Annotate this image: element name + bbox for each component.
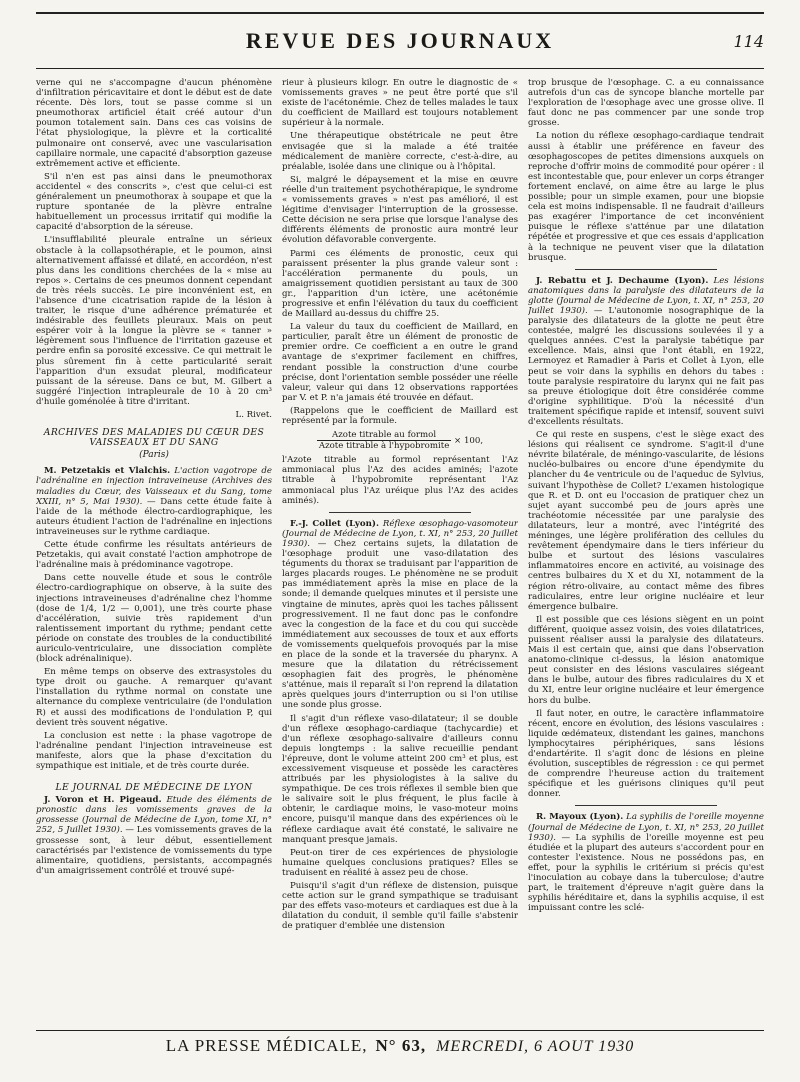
- article-title: Etude des éléments de pronostic dans les vomissements graves de la grossesse: [36, 795, 272, 826]
- article-columns: [36, 78, 764, 1022]
- paragraph: S'il n'en est pas ainsi dans le pneumothorax accidentel « des conscrits », c'est que celui-ci est généralement un pneumothorax à soupape et que la rupture spontanée de la plèvre entraîne habituellement un processus irritatif qui modifie la capacité d'absorption de la séreuse.: [36, 171, 272, 233]
- article-authors: J. Rebattu et J. Dechaume (Lyon).: [536, 275, 709, 286]
- article-text: — Les vomissements graves de la grossesse sont, à leur début, essentiellement caractérisés par l'existence de vomissements du type alimentaire, quotidiens, persistants, accompagnés d'un amaigrissement contrôlé et trouvé supé-: [36, 825, 272, 876]
- article-source: (Journal de Médecine de Lyon, t. XI, n° 253, 20 Juillet 1930).: [282, 528, 518, 549]
- paragraph: trop brusque de l'œsophage. C. a eu connaissance autrefois d'un cas de syncope blanche mortelle par l'exploration de l'œsophage avec une grosse olive. Il faut donc ne pas commencer par une sonde trop grosse.: [528, 78, 764, 129]
- article-title: Les lésions anatomiques dans la paralysie des dilatateurs de la glotte: [528, 275, 764, 306]
- paragraph: La notion du réflexe œsophago-cardiaque tendrait aussi à établir une préférence en faveur des œsophagoscopes de petites dimensions auxquels on reproche d'offrir moins de commodité pour opérer : il est incontestable que, pour enlever un corps étranger fortement enclavé, on aime être au large le plus possible; pour un simple examen, pour une biopsie cela est moins indispensable. Il ne faudrait d'ailleurs pas exagérer l'importance de cet inconvénient puisque le réflexe s'atténue par une dilatation répétée et progressive et que ces essais d'application à la technique ne peuvent viser que la dilatation brusque.: [528, 131, 764, 263]
- article-text: — Dans cette étude faite à l'aide de la méthode électro-cardiographique, les auteurs étudient l'action de l'adrénaline en injections intraveineuses sur le rythme cardiaque.: [36, 496, 272, 537]
- paragraph: verne qui ne s'accompagne d'aucun phénomène d'infiltration péricavitaire et dont le début est de date récente. Dès lors, tout se passe comme si un pneumothorax artificiel était créé autour d'un poumon totalement sain. Dans ces cas voisins de l'état physiologique, la plèvre et la corticalité pulmonaire ont conservé, avec une vascularisation capillaire normale, une capacité d'absorption gazeuse extrêmement active et efficiente.: [36, 78, 272, 169]
- article-title: L'action vagotrope de l'adrénaline en injection intraveineuse: [36, 466, 272, 487]
- footer-rule: [36, 1030, 764, 1031]
- article-authors: M. Petzetakis et Vlalchis.: [44, 466, 171, 477]
- section-heading: LE JOURNAL DE MÉDECINE DE LYON: [55, 782, 253, 794]
- formula-numerator: Azote titrable au formol: [317, 430, 451, 441]
- paragraph: Parmi ces éléments de pronostic, ceux qui paraissent présenter la plus grande valeur sont : l'accélération permanente du pouls, un amaigrissement quotidien persistant au taux de 300 gr., l'apparition d'un ictère, une acétonémie progressive et enfin l'élévation du taux du coefficient de Maillard au-dessus du chiffre 25.: [282, 248, 518, 320]
- paragraph: La valeur du taux du coefficient de Maillard, en particulier, paraît être un élément de pronostic de premier ordre. Ce coefficient a en outre le grand avantage de s'exprimer facilement en chiffres, rendant possible la construction d'une courbe précise, dont l'orientation semble posséder une réelle valeur, valeur qui dans 12 observations rapportées par V. et P. n'a jamais été trouvée en défaut.: [282, 322, 518, 403]
- article-source: (Journal de Médecine de Lyon, tome XI, n° 252, 5 Juillet 1930).: [36, 815, 272, 836]
- article-source: (Archives des maladies du Cœur, des Vaisseaux et du Sang, tome XXIII, n° 5, Mai 1930).: [36, 476, 272, 507]
- header-rule: [36, 68, 764, 69]
- column-2: [282, 78, 518, 1022]
- paragraph: (Rappelons que le coefficient de Maillard est représenté par la formule.: [282, 405, 518, 426]
- article-entry: [36, 795, 272, 876]
- paragraph: Si, malgré le dépaysement et la mise en œuvre réelle d'un traitement psychothérapique, le syndrome « vomissements graves » n'est pas amélioré, il est légitime d'envisager l'interruption de la grossesse. Cette décision ne sera prise que lorsque l'analyse des différents éléments de pronostic aura montré leur évolution défavorable convergente.: [282, 174, 518, 246]
- article-source: (Journal de Médecine de Lyon, t. XI, n° 253, 20 Juillet 1930).: [528, 295, 764, 316]
- article-text: — L'autonomie nosographique de la paralysie des dilatateurs de la glotte ne peut être contestée, malgré les discussions soulevées il y a quelques années. C'est la paralysie tabétique par excellence. Mais, ainsi que l'ont établi, en 1922, Lermoyez et Ramadier à Paris et Collet à Lyon, elle peut se voir dans la syphilis en dehors du tabes : toute paralysie respiratoire du larynx qui ne fait pas sa preuve étiologique doit être considérée comme d'origine syphilitique. D'où la nécessité d'un traitement spécifique rapide et intensif, souvent suivi d'excellents résultats.: [528, 305, 764, 427]
- article-text: — Chez certains sujets, la dilatation de l'œsophage produit une vaso-dilatation des téguments du thorax se traduisant par l'apparition de larges placards rouges. Le phénomène ne se produit pas immédiatement après la mise en place de la sonde; il demande quelques minutes et il persiste une vingtaine de minutes, après quoi les taches pâlissent progressivement. Il ne faut donc pas le confondre avec la congestion de la face et du cou qui succède immédiatement aux secousses de toux et aux efforts de vomissements quelquefois provoqués par la mise en place de la sonde et la traversée du pharynx. A mesure que la dilatation du rétrécissement œsophagien fait des progrès, le phénomène s'atténue, mais il reparaît si l'on reprend la dilatation après quelques jours d'interruption ou si l'on utilise une sonde plus grosse.: [282, 538, 518, 711]
- article-source: (Journal de Médecine de Lyon, t. XI, n° 253, 20 Juillet 1930).: [528, 822, 764, 843]
- article-text: — La syphilis de l'oreille moyenne est peu étudiée et la plupart des auteurs s'accordent pour en contester l'existence. Nous ne possédons pas, en effet, pour la syphilis le critérium si précis qu'est l'inoculation au cobaye dans la tuberculose; d'autre part, le traitement d'épreuve n'agit guère dans la syphilis héréditaire et, dans la syphilis acquise, il est impuissant contre les sclé-: [528, 832, 764, 914]
- article-separator: [575, 269, 717, 270]
- article-entry: [528, 812, 764, 913]
- article-separator: [329, 512, 471, 513]
- paragraph: La conclusion est nette : la phase vagotrope de l'adrénaline pendant l'injection intraveineuse est manifeste, alors que la phase d'excitation du sympathique est initiale, et de très courte durée.: [36, 730, 272, 771]
- footer-journal-name: LA PRESSE MÉDICALE,: [165, 1036, 368, 1055]
- formula-denominator: Azote titrable à l'hypobromite: [318, 441, 450, 452]
- paragraph: rieur à plusieurs kilogr. En outre le diagnostic de « vomissements graves » ne peut être porté que s'il existe de l'acétonémie. Chez de telles malades le taux du coefficient de Maillard est toujours notablement supérieur à la normale.: [282, 78, 518, 129]
- paragraph: En même temps on observe des extrasystoles du type droit ou gauche. A remarquer qu'avant l'installation du rythme normal on constate une alternance du complexe ventriculaire (de l'ondulation R) et aussi des modifications de l'ondulation P, qui devient très souvent négative.: [36, 667, 272, 728]
- article-title: Réflexe œsophago-vasomoteur: [382, 518, 518, 529]
- formula-fraction: [317, 430, 451, 451]
- article-entry: [282, 519, 518, 711]
- paragraph: Cette étude confirme les résultats antérieurs de Petzetakis, qui avait constaté l'action amphotrope de l'adrénaline mais à prédominance vagotrope.: [36, 540, 272, 571]
- column-3: [528, 78, 764, 1022]
- footer-issue-number: N° 63,: [375, 1036, 427, 1055]
- article-entry: [528, 276, 764, 427]
- column-1: [36, 78, 272, 1022]
- paragraph: l'Azote titrable au formol représentant l'Az ammoniacal plus l'Az des acides aminés; l'azote titrable à l'hypobromite représentant l'Az ammoniacal plus l'Az uréique plus l'Az des acides aminés).: [282, 455, 518, 506]
- article-separator: [575, 805, 717, 806]
- page-footer: [36, 1036, 764, 1056]
- article-authors: R. Mayoux (Lyon).: [536, 812, 624, 823]
- paragraph: Puisqu'il s'agit d'un réflexe de distension, puisque cette action sur le grand sympathique se traduisant par des effets vaso-moteurs et cardiaques est due à la dilatation du conduit, il semble qu'il faille s'abstenir de pratiquer d'emblée une distension: [282, 881, 518, 932]
- page-number: 114: [733, 32, 764, 51]
- paragraph: Une thérapeutique obstétricale ne peut être envisagée que si la malade a été traitée médicalement de manière correcte, c'est-à-dire, au préalable, isolée dans une clinique ou à l'hôpital.: [282, 131, 518, 172]
- paragraph: L'insufflabilité pleurale entraîne un sérieux obstacle à la collapsothérapie, et le poumon, ainsi alternativement affaissé et dilaté, en accordéon, n'est plus dans les conditions cherchées de la « mise au repos ». Certains de ces pneumos donnent cependant de très réels succès. Le pire inconvénient est, en l'absence d'une cicatrisation rapide de la lésion à traiter, le risque d'une adhérence prématurée et indésirable des feuillets pleuraux. Mais on peut espérer voir à la longue la plèvre se « tanner » légèrement sous l'influence de l'irritation gazeuse et perdre enfin sa porosité excessive. Ce qui mettrait le plus sûrement fin à cette particularité serait l'apparition d'un exsudat pleural, modificateur puissant de la séreuse. Dans ce but, M. Gilbert a suggéré l'injection intrapleurale de 10 à 20 cm³ d'huile goménolée à titre d'irritant.: [36, 235, 272, 407]
- paragraph: Il s'agit d'un réflexe vaso-dilatateur; il se double d'un réflexe œsophago-cardiaque (tachycardie) et d'un réflexe œsophago-salivaire d'ailleurs connu depuis longtemps : la salive recueillie pendant l'épreuve, dont le volume atteint 200 cm³ et plus, est excessivement visqueuse et possède les caractères attribués par les physiologistes à la salive du sympathique. De ces trois réflexes il semble bien que le salivaire soit le plus fréquent, le plus facile à obtenir, le cardiaque moins, le vaso-moteur moins encore, puisqu'il manque dans des expériences où le réflexe cardiaque avait été constaté, le salivaire ne manquant presque jamais.: [282, 713, 518, 845]
- article-authors: J. Voron et H. Pigeaud.: [44, 795, 162, 806]
- top-rule: [36, 12, 764, 14]
- footer-date: MERCREDI, 6 AOUT 1930: [436, 1038, 635, 1055]
- article-title: La syphilis de l'oreille moyenne: [626, 812, 764, 823]
- article-authors: F.-J. Collet (Lyon).: [290, 518, 379, 529]
- paragraph: Ce qui reste en suspens, c'est le siège exact des lésions qui réalisent ce syndrome. S'agit-il d'une névrite bilatérale, de méningo-vascularite, de lésions nucléo-bulbaires ou encore d'une épendymite du plancher du 4e ventricule ou de l'aqueduc de Sylvius, suivant l'hypothèse de Collet? L'examen histologique que R. et D. ont eu l'occasion de pratiquer chez un sujet ayant succombé peu de jours après une trachéotomie nécessitée par une paralysie des dilatateurs, leur a montré, avec l'intégrité des méninges, une légère prolifération des cellules du revêtement épendymaire dans le tiers inférieur du bulbe et surtout des lésions vasculaires inflammatoires encore en activité, au voisinage des centres bulbaires du X et du XI, notamment de la région rétro-olivaire, au contact même des fibres radiculaires, entre leur origine nucléaire et leur émergence bulbaire.: [528, 430, 764, 612]
- paragraph: Peut-on tirer de ces expériences de physiologie humaine quelques conclusions pratiques? Elles se traduisent en réalité à assez peu de chose.: [282, 847, 518, 878]
- page-header: [36, 18, 764, 68]
- paragraph: Il est possible que ces lésions siègent en un point différent, quoique assez voisin, des voies dilatatrices, puissent réaliser aussi la paralysie des dilatateurs. Mais il est certain que, ainsi que dans l'observation anatomo-clinique ci-dessus, la lésion anatomique peut consister en des lésions vasculaires siégeant dans le bulbe, autour des fibres radiculaires du X et du XI, entre leur origine nucléaire et leur émergence hors du bulbe.: [528, 614, 764, 706]
- article-entry: [36, 466, 272, 537]
- section-city: (Paris): [139, 450, 169, 461]
- section-heading: ARCHIVES DES MALADIES DU CŒUR DES VAISSEAUX ET DU SANG: [43, 427, 265, 449]
- author-signature: L. Rivet.: [235, 410, 272, 420]
- paragraph: Il faut noter, en outre, le caractère inflammatoire récent, encore en évolution, des lésions vasculaires : liquide œdémateux, distendant les gaines, manchons lymphocytaires périphériques, sans lésions d'endartérite. Il s'agit donc de lésions en pleine évolution, susceptibles de régression : ce qui permet de comprendre l'heureuse action du traitement spécifique et les guérisons cliniques qu'il peut donner.: [528, 708, 764, 800]
- running-title: REVUE DES JOURNAUX: [245, 28, 555, 53]
- paragraph: Dans cette nouvelle étude et sous le contrôle électro-cardiographique on observe, à la suite des injections intraveineuses d'adrénaline chez l'homme (dose de 1/4, 1/2 — 0,001), une très courte phase d'accélération, suivie très rapidement d'un ralentissement important du rythme; pendant cette période on constate des troubles de la conductibilité auriculo-ventriculaire, une dissociation complète (block adrénalinique).: [36, 573, 272, 665]
- formula-multiplier: × 100,: [454, 436, 484, 447]
- maillard-formula: [282, 430, 518, 451]
